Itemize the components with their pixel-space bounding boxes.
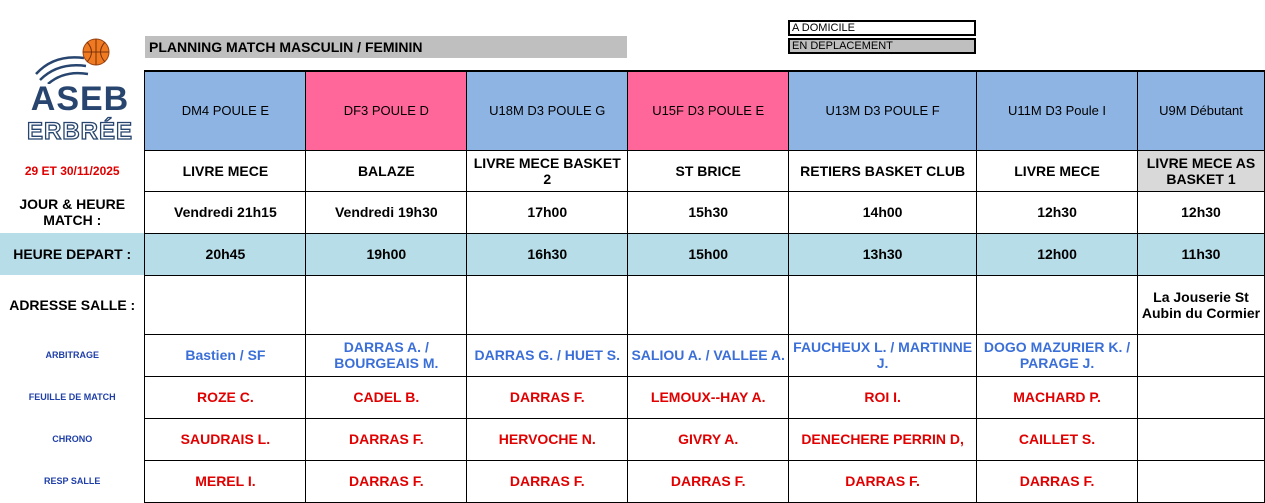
feuille-cell: LEMOUX--HAY A. [628, 376, 789, 418]
address-cell [628, 275, 789, 334]
date-label: 29 ET 30/11/2025 [0, 150, 145, 191]
match_time-cell: 12h30 [1138, 191, 1265, 233]
chrono-cell: HERVOCHE N. [467, 418, 628, 460]
planning-table [0, 70, 1265, 503]
opponent-cell: LIVRE MECE BASKET 2 [467, 150, 628, 191]
feuille-cell: ROI I. [789, 376, 977, 418]
chrono-cell: DARRAS F. [306, 418, 467, 460]
resp-cell: DARRAS F. [306, 460, 467, 502]
match_time-cell: 17h00 [467, 191, 628, 233]
opponent-cell: LIVRE MECE AS BASKET 1 [1138, 150, 1265, 191]
resp-cell: DARRAS F. [467, 460, 628, 502]
depart-cell: 12h00 [977, 233, 1138, 275]
feuille-cell: CADEL B. [306, 376, 467, 418]
logo-cell [0, 71, 145, 150]
row-label-match_time: JOUR & HEURE MATCH : [0, 191, 145, 233]
depart-cell: 16h30 [467, 233, 628, 275]
match_time-cell: 14h00 [789, 191, 977, 233]
match_time-cell: 12h30 [977, 191, 1138, 233]
opponent-cell: BALAZE [306, 150, 467, 191]
depart-cell: 15h00 [628, 233, 789, 275]
team-header: U15F D3 POULE E [628, 71, 789, 150]
row-label-feuille: FEUILLE DE MATCH [0, 376, 145, 418]
chrono-cell: CAILLET S. [977, 418, 1138, 460]
depart-cell: 13h30 [789, 233, 977, 275]
depart-cell: 19h00 [306, 233, 467, 275]
feuille-cell: ROZE C. [145, 376, 306, 418]
chrono-cell: GIVRY A. [628, 418, 789, 460]
resp-cell: DARRAS F. [628, 460, 789, 502]
address-cell [977, 275, 1138, 334]
arbitrage-cell: SALIOU A. / VALLEE A. [628, 334, 789, 376]
arbitrage-cell: DARRAS A. / BOURGEAIS M. [306, 334, 467, 376]
resp-cell [1138, 460, 1265, 502]
team-header: DF3 POULE D [306, 71, 467, 150]
row-label-chrono: CHRONO [0, 418, 145, 460]
match_time-cell: Vendredi 21h15 [145, 191, 306, 233]
arbitrage-cell: Bastien / SF [145, 334, 306, 376]
arbitrage-cell: FAUCHEUX L. / MARTINNE J. [789, 334, 977, 376]
depart-cell: 20h45 [145, 233, 306, 275]
team-header: U13M D3 POULE F [789, 71, 977, 150]
address-cell [789, 275, 977, 334]
address-cell [467, 275, 628, 334]
row-label-depart: HEURE DEPART : [0, 233, 145, 275]
opponent-cell: LIVRE MECE [145, 150, 306, 191]
feuille-cell [1138, 376, 1265, 418]
chrono-cell [1138, 418, 1265, 460]
address-cell: La Jouserie St Aubin du Cormier [1138, 275, 1265, 334]
page-title: PLANNING MATCH MASCULIN / FEMININ [145, 36, 627, 58]
team-header: DM4 POULE E [145, 71, 306, 150]
chrono-cell: DENECHERE PERRIN D, [789, 418, 977, 460]
match_time-cell: 15h30 [628, 191, 789, 233]
match_time-cell: Vendredi 19h30 [306, 191, 467, 233]
basketball-icon [82, 38, 110, 66]
team-header: U11M D3 Poule I [977, 71, 1138, 150]
arbitrage-cell: DOGO MAZURIER K. / PARAGE J. [977, 334, 1138, 376]
logo-main-text: ASEB [30, 80, 130, 118]
arbitrage-cell [1138, 334, 1265, 376]
logo-sub-text: ERBRÉE [26, 118, 134, 145]
row-label-arbitrage: ARBITRAGE [0, 334, 145, 376]
chrono-cell: SAUDRAIS L. [145, 418, 306, 460]
resp-cell: DARRAS F. [789, 460, 977, 502]
depart-cell: 11h30 [1138, 233, 1265, 275]
row-label-address: ADRESSE SALLE : [0, 275, 145, 334]
team-header: U18M D3 POULE G [467, 71, 628, 150]
legend-home: A DOMICILE [788, 20, 976, 36]
arbitrage-cell: DARRAS G. / HUET S. [467, 334, 628, 376]
team-header: U9M Débutant [1138, 71, 1265, 150]
resp-cell: DARRAS F. [977, 460, 1138, 502]
opponent-cell: RETIERS BASKET CLUB [789, 150, 977, 191]
row-label-resp: RESP SALLE [0, 460, 145, 502]
feuille-cell: MACHARD P. [977, 376, 1138, 418]
address-cell [145, 275, 306, 334]
address-cell [306, 275, 467, 334]
opponent-cell: ST BRICE [628, 150, 789, 191]
opponent-cell: LIVRE MECE [977, 150, 1138, 191]
legend-away: EN DEPLACEMENT [788, 38, 976, 54]
feuille-cell: DARRAS F. [467, 376, 628, 418]
resp-cell: MEREL I. [145, 460, 306, 502]
